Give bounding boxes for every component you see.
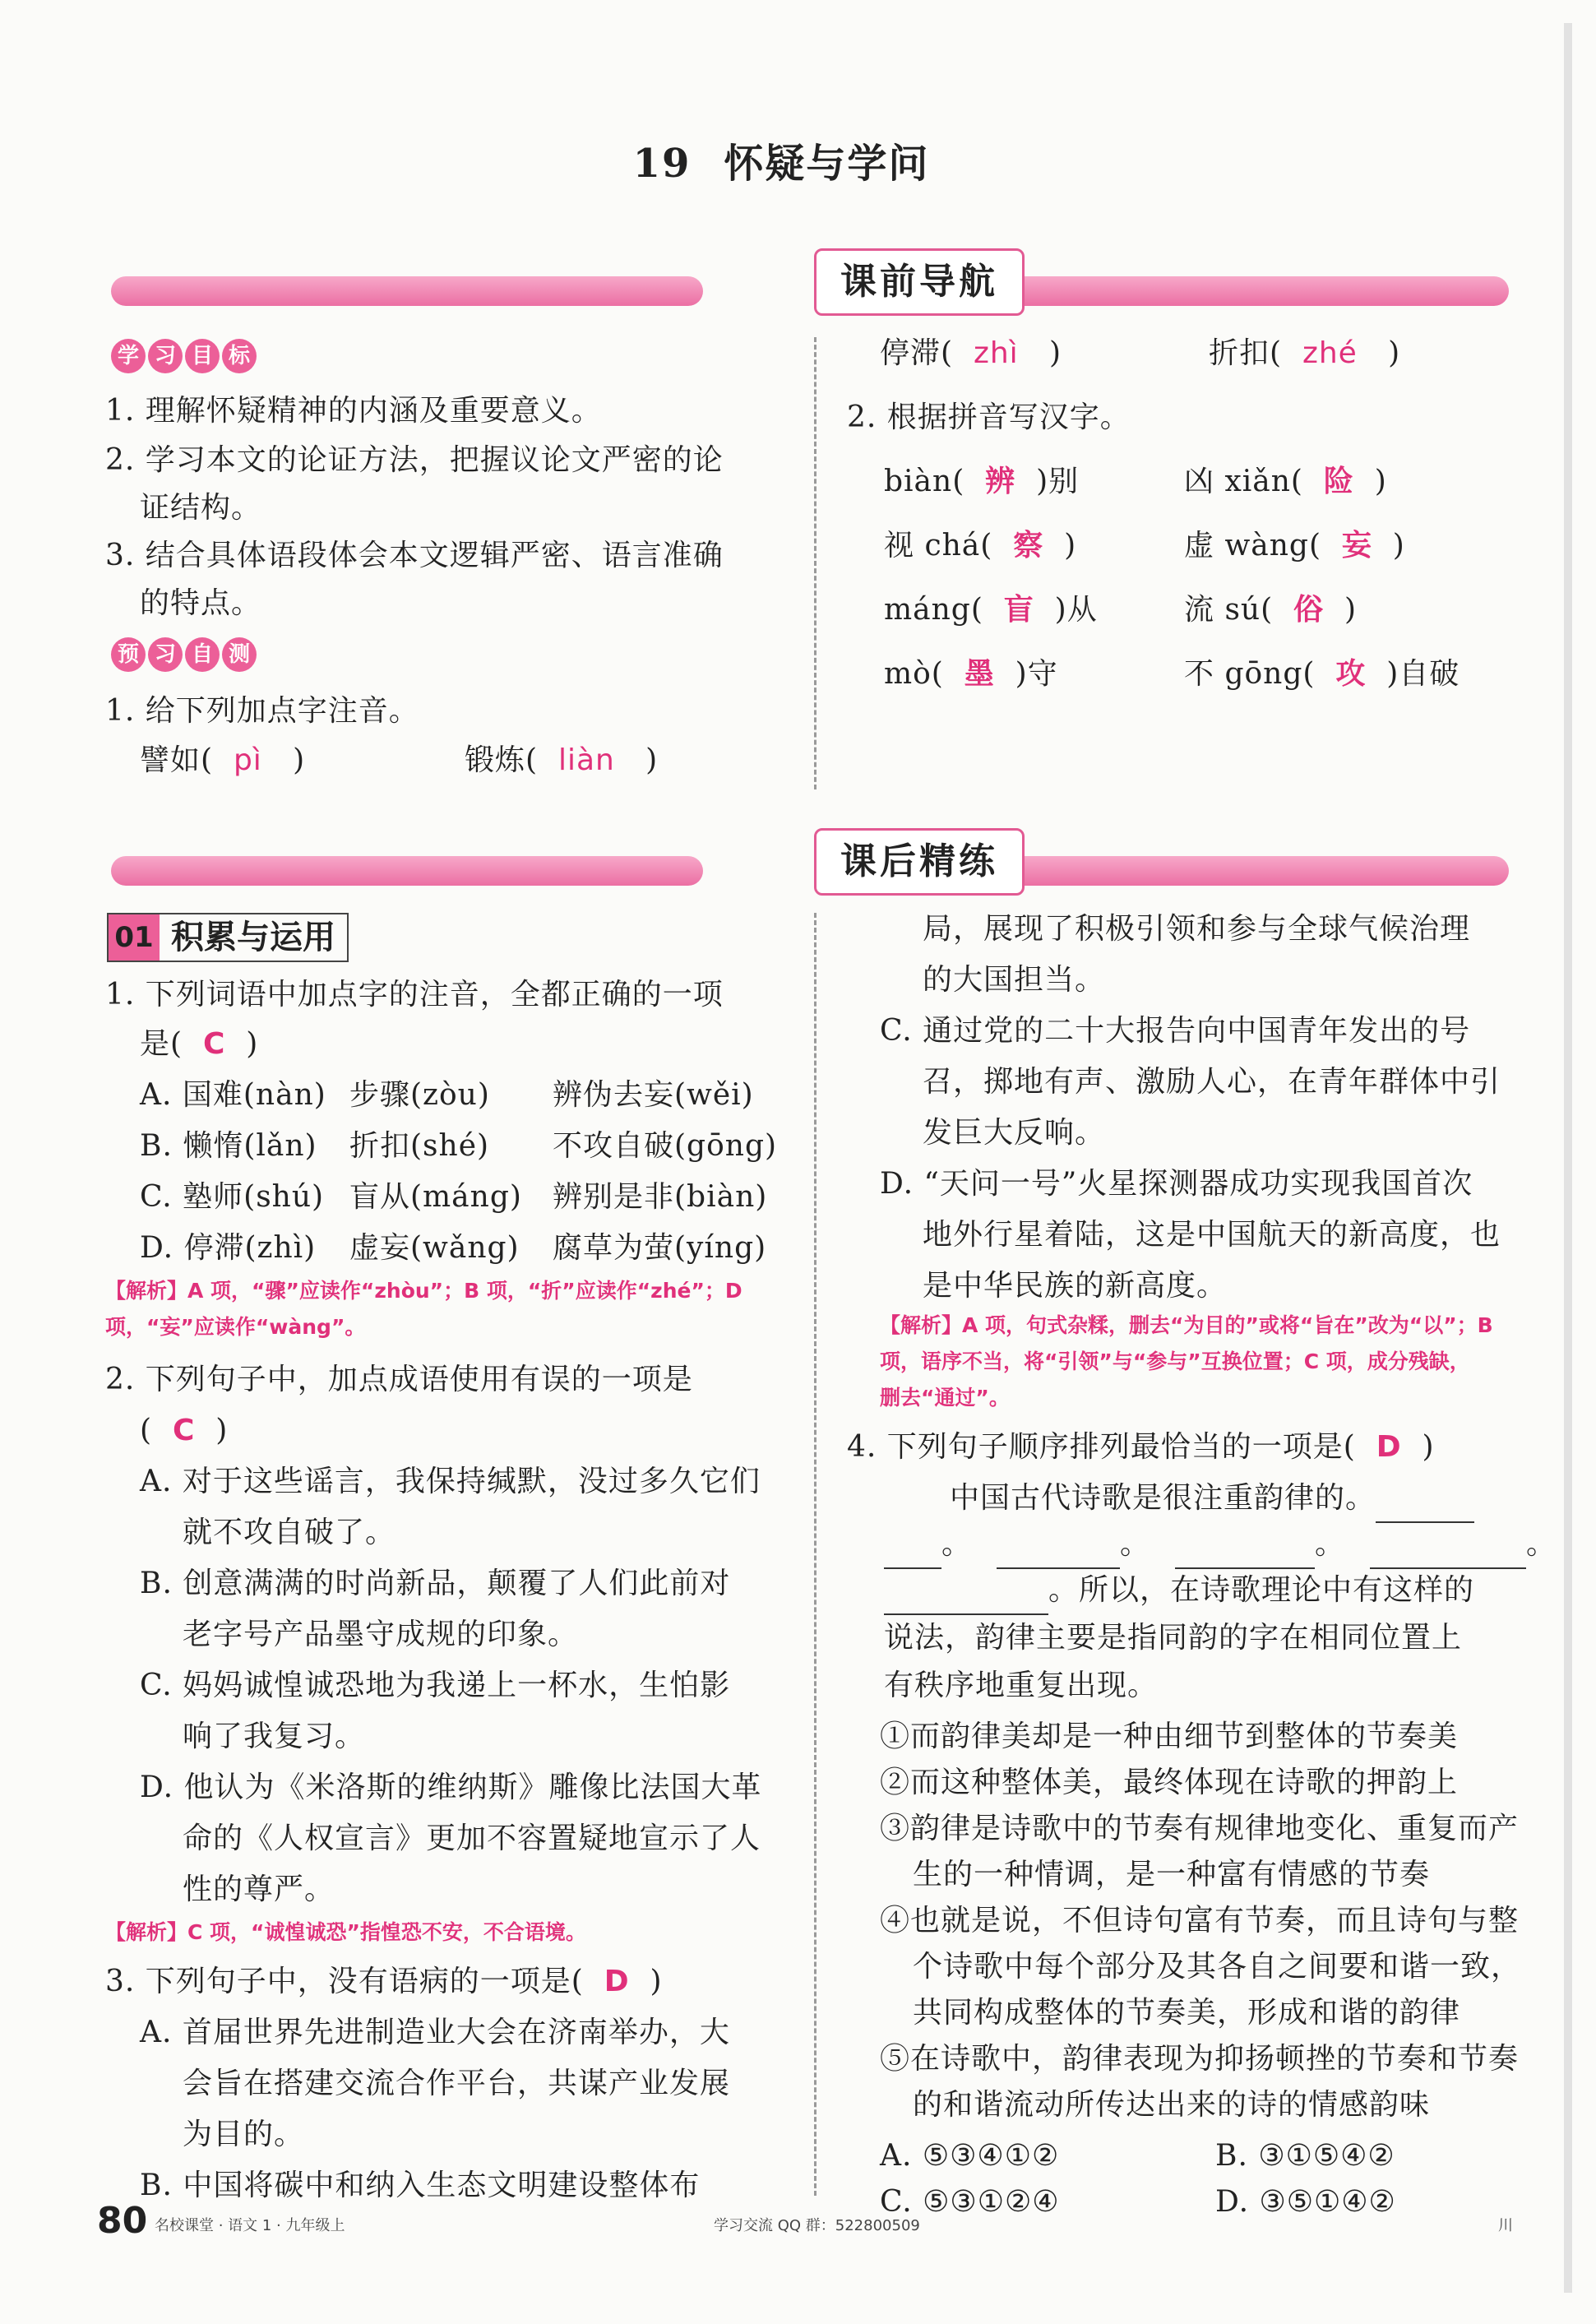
pinyin-item: 譬如( pì ) [140,743,306,777]
band-label-before: 课前导航 [814,248,1025,316]
preview-q1: 1. 给下列加点字注音。 [105,694,419,728]
q3-option-line: C. 通过党的二十大报告向中国青年发出的号 [880,1014,1471,1048]
q1-stem-answer: 是( C ) [140,1027,259,1061]
q4-option: D. ③⑤①④② [1215,2185,1396,2219]
q1-option: 辨别是非(biàn) [553,1180,768,1214]
q1-option: D. 停滞(zhì) [140,1231,317,1265]
q4-sentence: ②而这种整体美，最终体现在诗歌的押韵上 [880,1766,1459,1799]
section-band-after [111,840,1509,891]
q1-analysis: 【解析】A 项，“骤”应读作“zhòu”；B 项，“折”应读作“zhé”；D [105,1279,742,1303]
q4-sentence: ③韵律是诗歌中的节奏有规律地变化、重复而产 [880,1812,1520,1845]
q3-option-line: 为目的。 [183,2118,305,2151]
q4-option: B. ③①⑤④② [1215,2139,1395,2173]
q1-option: B. 懒惰(lǎn) [140,1129,317,1163]
q3-stem: 3. 下列句子中，没有语病的一项是( D ) [105,1965,663,1998]
char-item: 视 chá( 察 ) [884,529,1077,562]
char-item: biàn( 辨 )别 [884,465,1080,498]
q4-passage: 有秩序地重复出现。 [884,1669,1159,1702]
char-item: 不 gōng( 攻 )自破 [1184,657,1460,691]
q2-option-line: 老字号产品墨守成规的印象。 [183,1618,579,1651]
goal-line: 1. 理解怀疑精神的内涵及重要意义。 [105,394,602,428]
goal-line: 2. 学习本文的论证方法，把握议论文严密的论 [105,443,724,477]
q1-option: 不攻自破(gōng) [553,1129,778,1163]
q1-option: C. 塾师(shú) [140,1180,325,1214]
char-item: 虚 wàng( 妄 ) [1184,529,1405,562]
q4-passage: 说法，韵律主要是指同韵的字在相同位置上 [884,1621,1463,1655]
page-number: 80 [97,2200,148,2242]
section-band-before [111,261,1509,311]
tag-learning-goal: 学 习 目 标 [111,339,257,373]
q3-option-line: B. 中国将碳中和纳入生态文明建设整体布 [140,2169,701,2202]
q1-option: A. 国难(nàn) [140,1078,326,1112]
q1-option: 虚妄(wǎng) [349,1231,520,1265]
q1-stem: 1. 下列词语中加点字的注音，全都正确的一项 [105,978,724,1012]
q3-option-line: 的大国担当。 [923,963,1106,997]
q2-stem-answer: ( C ) [140,1414,229,1447]
q4-blanks: 。 。 。 。 [884,1520,1557,1569]
q1-option: 盲从(máng) [349,1180,522,1214]
q2-option-line: C. 妈妈诚惶诚恐地为我递上一杯水，生怕影 [140,1669,731,1702]
column-divider [814,337,817,789]
page-edge-shadow [1564,23,1572,2293]
q2-option-line: D. 他认为《米洛斯的维纳斯》雕像比法国大革 [140,1771,762,1804]
goal-line: 的特点。 [140,586,262,620]
q2-option-line: 命的《人权宣言》更加不容置疑地宣示了人 [183,1822,761,1855]
q4-option: A. ⑤③④①② [880,2139,1060,2173]
lesson-name: 怀疑与学问 [724,141,930,187]
section-number: 01 [109,914,160,961]
char-item: mò( 墨 )守 [884,657,1058,691]
q3-option-line: A. 首届世界先进制造业大会在济南举办，大 [140,2016,730,2049]
q2-option-line: 响了我复习。 [183,1720,366,1753]
q3-option-line: 召，掷地有声、激励人心，在青年群体中引 [923,1065,1501,1099]
column-divider [814,913,817,2196]
q4-sentence: 的和谐流动所传达出来的诗的情感韵味 [913,2088,1431,2122]
q2-option-line: 就不攻自破了。 [183,1516,396,1549]
q4-sentence: ⑤在诗歌中，韵律表现为抑扬顿挫的节奏和节奏 [880,2042,1520,2076]
q2-option-line: B. 创意满满的时尚新品，颠覆了人们此前对 [140,1567,731,1600]
q4-option: C. ⑤③①②④ [880,2185,1060,2219]
pinyin-item: 折扣( zhé ) [1209,336,1401,370]
q2-analysis: 【解析】C 项，“诚惶诚恐”指惶恐不安，不合语境。 [105,1920,586,1944]
q1-option: 折扣(shé) [349,1129,490,1163]
lesson-title [0,132,1562,188]
band-label-after: 课后精练 [814,828,1025,896]
section-header [107,913,349,962]
char-item: 流 sú( 俗 ) [1184,593,1357,627]
char-item: máng( 盲 )从 [884,593,1098,627]
pinyin-item: 停滞( zhì ) [880,336,1062,370]
q3-option-line: 会旨在搭建交流合作平台，共谋产业发展 [183,2067,731,2100]
q1-option: 辨伪去妄(wěi) [553,1078,754,1112]
q4-sentence: ④也就是说，不但诗句富有节奏，而且诗句与整 [880,1904,1520,1937]
q3-option-line: D. “天问一号”火星探测器成功实现我国首次 [880,1167,1473,1201]
q4-stem: 4. 下列句子顺序排列最恰当的一项是( D ) [847,1430,1435,1464]
q4-sentence: 个诗歌中每个部分及其各自之间要和谐一致， [913,1950,1522,1984]
q3-analysis: 删去“通过”。 [880,1386,1010,1410]
tag-preview-test: 预 习 自 测 [111,637,257,672]
q3-option-line: 发巨大反响。 [923,1116,1106,1150]
footer-book: 名校课堂 · 语文 1 · 九年级上 [155,2217,345,2234]
q4-passage: 。所以，在诗歌理论中有这样的 [884,1566,1474,1615]
pinyin-item: 锻炼( liàn ) [465,743,659,777]
q1-option: 腐草为萤(yíng) [553,1231,767,1265]
lesson-number: 19 [632,141,692,187]
footer-qq: 学习交流 QQ 群：522800509 [714,2217,920,2234]
q3-analysis: 【解析】A 项，句式杂糅，删去“为目的”或将“旨在”改为“以”；B [880,1313,1493,1337]
q4-sentence: 共同构成整体的节奏美，形成和谐的韵律 [913,1996,1461,2030]
section-title: 积累与运用 [171,918,335,956]
char-item: 凶 xiǎn( 险 ) [1184,465,1387,498]
q2-option-line: 性的尊严。 [183,1873,335,1906]
q2-option-line: A. 对于这些谣言，我保持缄默，没过多久它们 [140,1465,761,1498]
q1-analysis: 项，“妄”应读作“wàng”。 [105,1315,366,1339]
q3-option-line: 是中华民族的新高度。 [923,1269,1228,1303]
q4-sentence: 生的一种情调，是一种富有情感的节奏 [913,1858,1431,1891]
preview-q2: 2. 根据拼音写汉字。 [847,400,1131,434]
q4-intro: 中国古代诗歌是很注重韵律的。 [950,1474,1474,1523]
footer-mark: 川 [1498,2217,1513,2234]
q4-sentence: ①而韵律美却是一种由细节到整体的节奏美 [880,1720,1459,1753]
q3-option-line: 局，展现了积极引领和参与全球气候治理 [923,912,1471,946]
goal-line: 3. 结合具体语段体会本文逻辑严密、语言准确 [105,539,724,572]
q2-stem: 2. 下列句子中，加点成语使用有误的一项是 [105,1363,693,1396]
q3-option-line: 地外行星着陆，这是中国航天的新高度，也 [923,1218,1501,1252]
q1-option: 步骤(zòu) [349,1078,490,1112]
goal-line: 证结构。 [140,491,262,525]
q3-analysis: 项，语序不当，将“引领”与“参与”互换位置；C 项，成分残缺， [880,1349,1470,1373]
